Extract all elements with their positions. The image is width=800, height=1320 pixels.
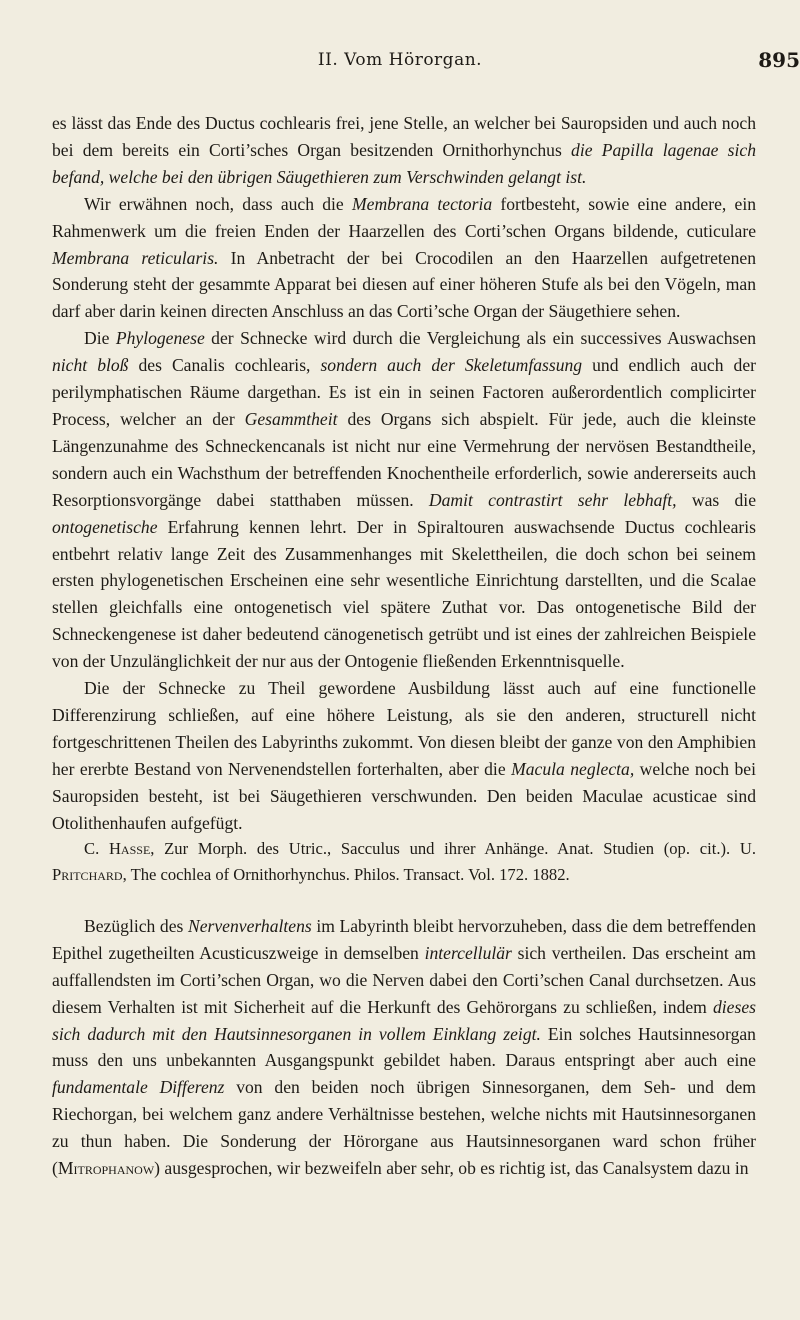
paragraph-nervenverhalten bbox=[52, 913, 756, 1182]
text-run: welche noch bei Sauropsiden besteht, ist bei Säugethieren verschwunden. Den beiden Maculae acusticae sind Otolithenhaufen aufgefügt. bbox=[52, 758, 756, 833]
text-run: Die der Schnecke zu Theil gewordene Ausbildung lässt auch auf eine functionelle Differenzirung schließen, auf eine höhere Leistung, als sie den anderen, structurell nicht fortgeschrittenen Theilen des Labyrinths zukommt. Von diesen bleibt der ganze von den Amphibien her ererbte Bestand von Nervenendstellen forterhalten, aber die bbox=[52, 678, 756, 779]
text-run: von den beiden noch übrigen Sinnesorganen, dem Seh- und dem Riechorgan, bei welchem ganz andere Verhältnisse bestehen, welche nichts mit Hautsinnesorganen zu thun haben. Die Sonderung der Hörorgane aus Hautsinnesorganen ward schon früher ( bbox=[52, 1077, 756, 1179]
italic-text: die Papilla lagenae sich befand, welche bei den übrigen Säugethieren zum Verschwinden gelangt ist. bbox=[52, 139, 756, 187]
italic-text: sondern auch der Skeletumfassung bbox=[320, 355, 583, 376]
author-name: Pritchard bbox=[52, 864, 123, 884]
text-run: , Zur Morph. des Utric., Sacculus und ihrer Anhänge. Anat. Studien (op. cit.). U. bbox=[150, 839, 756, 859]
paragraph-phylogenese bbox=[52, 325, 756, 675]
text-run: fortbesteht, sowie eine andere, ein Rahmenwerk um die freien Enden der Haarzellen des Corti’schen Organs bildende, cuticulare bbox=[52, 193, 757, 241]
italic-text: fundamentale Differenz bbox=[52, 1077, 225, 1098]
italic-text: Membrana tectoria bbox=[351, 193, 493, 214]
author-name: Mitrophanow bbox=[57, 1158, 155, 1179]
text-run: des Organs sich abspielt. Für jede, auch die kleinste Längenzunahme des Schneckencanals ist nicht nur eine Vermehrung der nervösen Bestandtheile, sondern auch ein Wachsthum der betreffenden Knochentheile erforderlich, sowie andererseits auch Resorptionsvorgänge dabei statthaben müssen. bbox=[52, 408, 756, 510]
italic-text: nicht bloß bbox=[52, 355, 129, 376]
text-run: der Schnecke wird durch die Vergleichung als ein successives Auswachsen bbox=[204, 328, 756, 349]
italic-text: Damit contrastirt sehr lebhaft, bbox=[428, 489, 677, 510]
italic-text: ontogenetische bbox=[52, 516, 158, 537]
running-head: II. Vom Hörorgan. bbox=[317, 50, 483, 70]
page-number: 895 bbox=[758, 48, 800, 72]
text-run: C. bbox=[84, 839, 109, 859]
italic-text: Phylogenese bbox=[115, 328, 205, 349]
body-text bbox=[52, 110, 756, 1182]
italic-text: Macula neglecta, bbox=[511, 758, 635, 779]
text-run: und endlich auch der perilymphatischen Räume dargethan. Es ist ein in seinen Factoren außerordentlich complicirter Process, welcher an der bbox=[52, 355, 757, 429]
author-name: Hasse bbox=[108, 839, 151, 859]
italic-text: Nervenverhaltens bbox=[187, 915, 312, 936]
text-run: Erfahrung kennen lehrt. Der in Spiraltouren auswachsende Ductus cochlearis entbehrt relativ lange Zeit des Zusammenhanges mit Skelettheilen, die doch schon bei seinem ersten phylogenetischen Erscheinen eine sehr wesentliche Einrichtung darstellten, und die Scalae stellen gleichfalls eine ontogenetisch viel spätere Zuthat vor. Das ontogenetische Bild der Schneckengenese ist daher bedeutend cänogenetisch getrübt und ist eines der zahlreichen Beispiele von der Unzulänglichkeit der nur aus der Ontogenie fließenden Erkenntnisquelle. bbox=[52, 516, 756, 672]
italic-text: intercellulär bbox=[424, 942, 512, 963]
text-run: des Canalis cochlearis, bbox=[128, 355, 321, 376]
text-run: Ein solches Hautsinnesorgan muss den uns unbekannten Ausgangspunkt gebildet haben. Daraus entspringt aber auch eine bbox=[52, 1023, 756, 1071]
paragraph-ausbildung bbox=[52, 675, 756, 836]
text-run: ) ausgesprochen, wir bezweifeln aber sehr, ob es richtig ist, das Canalsystem dazu in bbox=[154, 1158, 749, 1179]
literature-reference bbox=[52, 836, 756, 886]
text-run: es lässt das Ende des Ductus cochlearis frei, jene Stelle, an welcher bei Sauropsiden und auch noch bei dem bereits ein Corti’sches Organ besitzenden Ornithorhynchus bbox=[52, 113, 756, 160]
paragraph-continuation bbox=[52, 110, 756, 191]
text-run: sich vertheilen. Das erscheint am auffallendsten im Corti’schen Organ, wo die Nerven dabei den Corti’schen Canal durchsetzen. Aus diesem Verhalten ist mit Sicherheit auf die Herkunft des Gehörorgans zu schließen, indem bbox=[52, 942, 756, 1017]
text-run: Bezüglich des bbox=[84, 915, 188, 936]
text-run: , The cochlea of Ornithorhynchus. Philos. Transact. Vol. 172. 1882. bbox=[122, 864, 570, 884]
paragraph-membrana bbox=[52, 191, 756, 326]
italic-text: dieses sich dadurch mit den Hautsinnesorganen in vollem Einklang zeigt. bbox=[52, 996, 756, 1044]
italic-text: Gesammtheit bbox=[244, 408, 338, 429]
text-run: Wir erwähnen noch, dass auch die bbox=[84, 193, 352, 214]
text-run: Die bbox=[84, 328, 116, 349]
italic-text: Membrana reticularis. bbox=[52, 247, 219, 268]
text-run: was die bbox=[676, 489, 756, 510]
text-run: im Labyrinth bleibt hervorzuheben, dass die dem betreffenden Epithel zugetheilten Acusticuszweige in demselben bbox=[52, 915, 756, 963]
text-run: In Anbetracht der bei Crocodilen an den Haarzellen aufgetretenen Sonderung steht der gesammte Apparat bei diesen auf einer höheren Stufe als bei den Vögeln, man darf aber darin keinen directen Anschluss an das Corti’sche Organ der Säugethiere sehen. bbox=[52, 247, 757, 322]
